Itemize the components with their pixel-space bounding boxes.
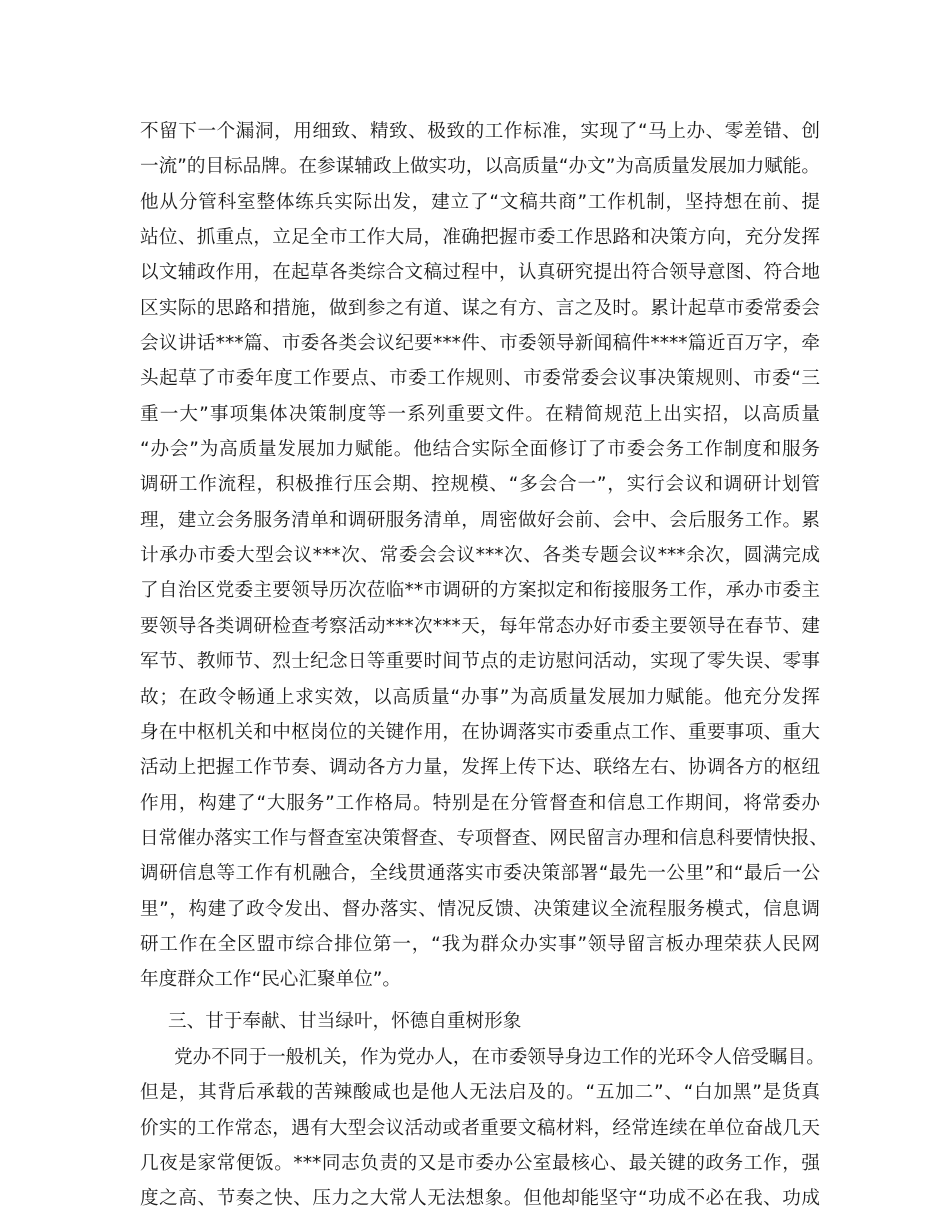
text-line: 要领导各类调研检查考察活动***次***天，每年常态办好市委主要领导在春节、建 xyxy=(140,615,820,637)
text-line: “办会”为高质量发展加力赋能。他结合实际全面修订了市委会务工作制度和服务 xyxy=(140,439,820,461)
text-line: 以文辅政作用，在起草各类综合文稿过程中，认真研究提出符合领导意图、符合地 xyxy=(140,262,820,284)
text-line: 日常催办落实工作与督查室决策督查、专项督查、网民留言办理和信息科要情快报、 xyxy=(140,827,828,849)
text-line: 一流”的目标品牌。在参谋辅政上做实功，以高质量“办文”为高质量发展加力赋能。 xyxy=(140,156,820,178)
text-line: 党办不同于一般机关，作为党办人，在市委领导身边工作的光环令人倍受瞩目。 xyxy=(174,1046,825,1068)
text-line: 身在中枢机关和中枢岗位的关键作用，在协调落实市委重点工作、重要事项、重大 xyxy=(140,721,820,743)
text-line: 调研工作流程，积极推行压会期、控规模、“多会合一”，实行会议和调研计划管 xyxy=(140,474,820,496)
text-line: 故；在政令畅通上求实效，以高质量“办事”为高质量发展加力赋能。他充分发挥 xyxy=(140,686,820,708)
text-line: 作用，构建了“大服务”工作格局。特别是在分管督查和信息工作期间，将常委办 xyxy=(140,792,820,814)
text-line: 他从分管科室整体练兵实际出发，建立了“文稿共商”工作机制，坚持想在前、提 xyxy=(140,191,820,213)
text-line: 理，建立会务服务清单和调研服务清单，周密做好会前、会中、会后服务工作。累 xyxy=(140,509,820,531)
text-line: 活动上把握工作节奏、调动各方力量，发挥上传下达、联络左右、协调各方的枢纽 xyxy=(140,757,820,779)
text-line: 区实际的思路和措施，做到参之有道、谋之有方、言之及时。累计起草市委常委会 xyxy=(140,297,820,319)
text-line: 军节、教师节、烈士纪念日等重要时间节点的走访慰问活动，实现了零失误、零事 xyxy=(140,651,820,673)
text-line: 会议讲话***篇、市委各类会议纪要***件、市委领导新闻稿件****篇近百万字，牵 xyxy=(140,333,820,355)
text-line: 价实的工作常态，遇有大型会议活动或者重要文稿材料，经常连续在单位奋战几天 xyxy=(140,1117,820,1139)
document-body xyxy=(140,114,828,1217)
text-line: 里”，构建了政令发出、督办落实、情况反馈、决策建议全流程服务模式，信息调 xyxy=(140,898,820,920)
text-line: 重一大”事项集体决策制度等一系列重要文件。在精简规范上出实招，以高质量 xyxy=(140,403,820,425)
text-line: 度之高、节奏之快、压力之大常人无法想象。但他却能坚守“功成不必在我、功成 xyxy=(140,1188,820,1210)
text-line: 站位、抓重点，立足全市工作大局，准确把握市委工作思路和决策方向，充分发挥 xyxy=(140,227,820,249)
text-line: 头起草了市委年度工作要点、市委工作规则、市委常委会议事决策规则、市委“三 xyxy=(140,368,820,390)
text-line: 不留下一个漏洞，用细致、精致、极致的工作标准，实现了“马上办、零差错、创 xyxy=(140,121,820,142)
text-line: 年度群众工作“民心汇聚单位”。 xyxy=(140,969,401,991)
text-line: 但是，其背后承载的苦辣酸咸也是他人无法启及的。“五加二”、“白加黑”是货真 xyxy=(140,1082,820,1104)
paragraph-1 xyxy=(140,114,828,998)
paragraph-2 xyxy=(140,1040,825,1217)
text-line: 研工作在全区盟市综合排位第一，“我为群众办实事”领导留言板办理荣获人民网 xyxy=(140,933,820,955)
text-line: 调研信息等工作有机融合，全线贯通落实市委决策部署“最先一公里”和“最后一公 xyxy=(140,863,820,885)
text-line: 几夜是家常便饭。***同志负责的又是市委办公室最核心、最关键的政务工作，强 xyxy=(140,1152,820,1174)
text-line: 了自治区党委主要领导历次莅临**市调研的方案拟定和衔接服务工作，承办市委主 xyxy=(140,580,820,602)
section-heading: 三、甘于奉献、甘当绿叶，怀德自重树形象 xyxy=(168,1010,522,1032)
text-line: 计承办市委大型会议***次、常委会会议***次、各类专题会议***余次，圆满完成 xyxy=(140,545,820,567)
